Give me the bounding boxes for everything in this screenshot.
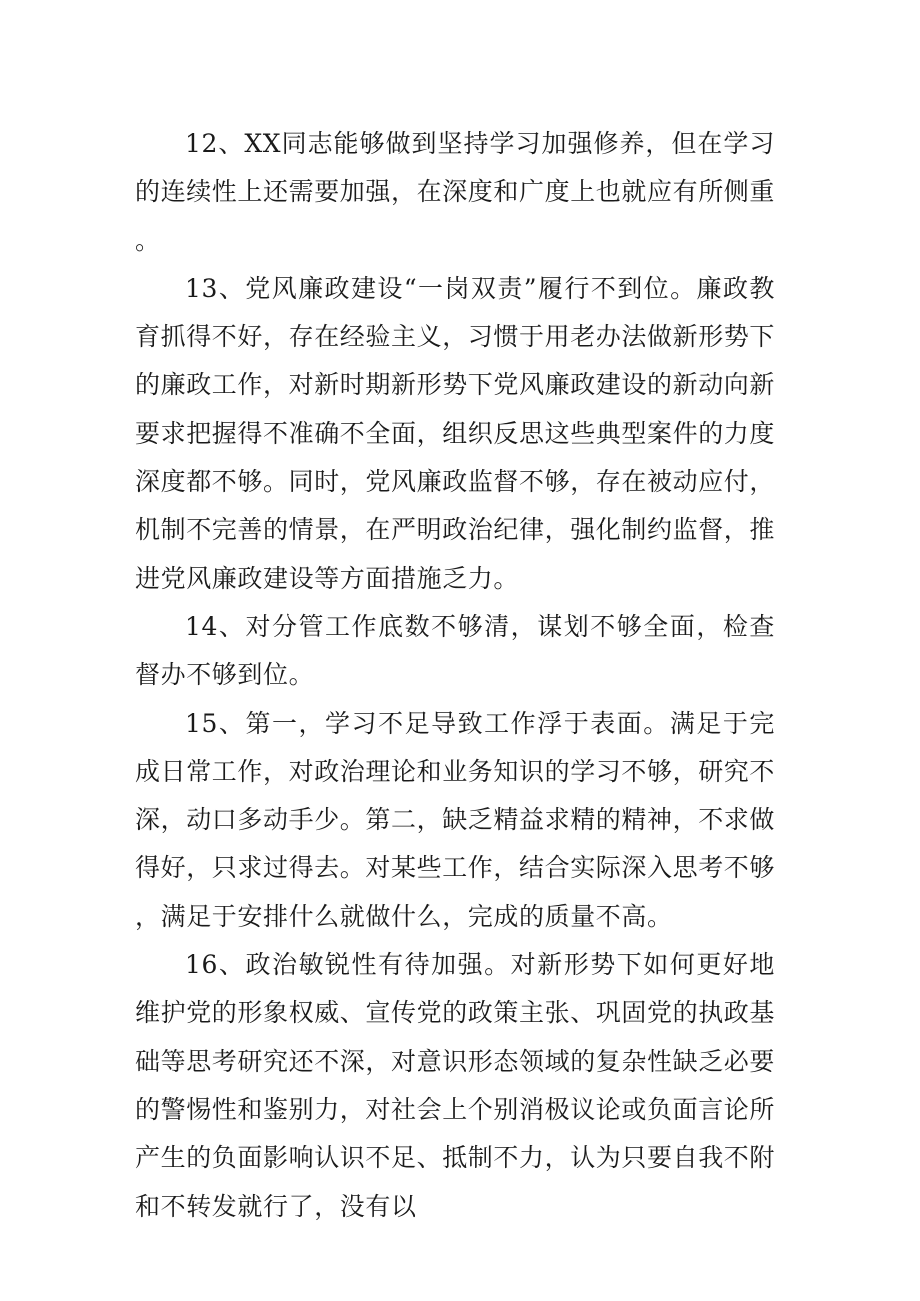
paragraph-16: 16、政治敏锐性有待加强。对新形势下如何更好地维护党的形象权威、宣传党的政策主张、巩固党的执政基础等思考研究还不深，对意识形态领域的复杂性缺乏必要的警惕性和鉴别力，对社会上个别消极议论或负面言论所产生的负面影响认识不足、抵制不力，认为只要自我不附和不转发就行了，没有以 <box>135 950 776 1221</box>
paragraph-14: 14、对分管工作底数不够清，谋划不够全面，检查督办不够到位。 <box>135 611 775 690</box>
document-body <box>135 120 775 1231</box>
paragraph-12: 12、XX同志能够做到坚持学习加强修养，但在学习的连续性上还需要加强，在深度和广度上也就应有所侧重。 <box>135 129 776 255</box>
paragraph-15: 15、第一，学习不足导致工作浮于表面。满足于完成日常工作，对政治理论和业务知识的学习不够，研究不深，动口多动手少。第二，缺乏精益求精的精神，不求做得好，只求过得去。对某些工作，结合实际深入思考不够，满足于安排什么就做什么，完成的质量不高。 <box>135 708 776 931</box>
paragraph-13: 13、党风廉政建设“一岗双责”履行不到位。廉政教育抓得不好，存在经验主义，习惯于用老办法做新形势下的廉政工作，对新时期新形势下党风廉政建设的新动向新要求把握得不准确不全面，组织反思这些典型案件的力度深度都不够。同时，党风廉政监督不够，存在被动应付，机制不完善的情景，在严明政治纪律，强化制约监督，推进党风廉政建设等方面措施乏力。 <box>135 273 776 593</box>
